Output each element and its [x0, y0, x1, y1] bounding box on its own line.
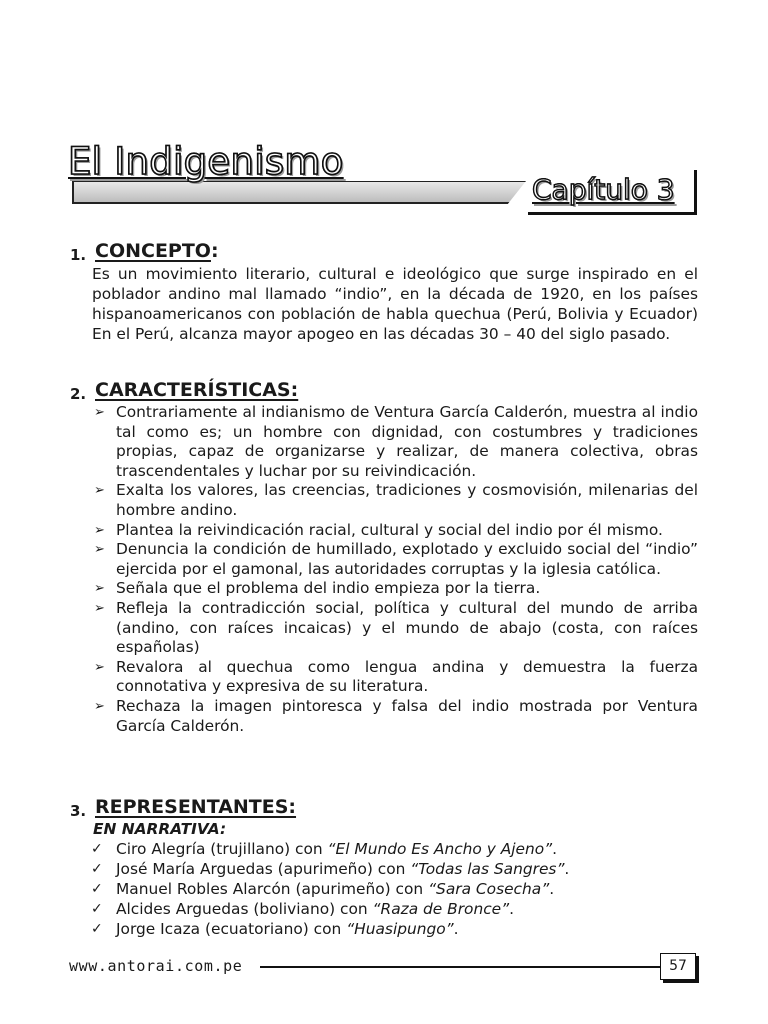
narrative-subheading: EN NARRATIVA:: [93, 820, 227, 838]
author-text: Ciro Alegría (trujillano) con: [116, 840, 328, 858]
author-text: José María Arguedas (apurimeño) con: [116, 860, 411, 878]
characteristic-text: Rechaza la imagen pintoresca y falsa del indio mostrada por Ventura García Calderón.: [116, 696, 698, 735]
work-title: “Sara Cosecha”: [428, 880, 550, 898]
characteristic-text: Refleja la contradicción social, política y cultural del mundo de arriba (andino, con raíces incaicas) y el mundo de abajo (costa, con raíces españolas): [116, 598, 698, 657]
characteristic-item: [70, 599, 698, 658]
work-title: “Raza de Bronce”: [372, 900, 510, 918]
section-number: 1.: [70, 246, 87, 264]
checkmark-icon: ✓: [91, 861, 103, 877]
arrow-bullet-icon: ➢: [94, 659, 105, 675]
section-title: REPRESENTANTES:: [95, 796, 297, 818]
characteristic-text: Contrariamente al indianismo de Ventura García Calderón, muestra al indio tal como es; un hombre con dignidad, con costumbres y tradiciones propias, capaz de organizarse y realizar, de manera colectiva, obras trascendentales y luchar por su reivindicación.: [116, 403, 698, 480]
checkmark-icon: ✓: [91, 901, 103, 917]
arrow-bullet-icon: ➢: [94, 698, 105, 714]
checkmark-icon: ✓: [91, 841, 103, 857]
representatives-list: [70, 839, 698, 939]
characteristic-text: Revalora al quechua como lengua andina y demuestra la fuerza connotativa y expresiva de su literatura.: [116, 657, 698, 696]
characteristic-text: Plantea la reivindicación racial, cultural y social del indio por él mismo.: [116, 520, 663, 539]
punctuation: .: [549, 880, 555, 898]
section-concepto: [70, 240, 698, 344]
work-title: “Todas las Sangres”: [410, 860, 565, 878]
page-number: 57: [660, 953, 696, 980]
representative-item: [70, 879, 698, 899]
section-number: 2.: [70, 385, 87, 403]
representative-item: [70, 919, 698, 939]
characteristic-item: [70, 697, 698, 736]
characteristics-list: [70, 403, 698, 736]
concept-paragraph: Es un movimiento literario, cultural e ideológico que surge inspirado en el poblador andino mal llamado “indio”, en la década de 1920, en los países hispanoamericanos con población de habla quechua (Perú, Bolivia y Ecuador) En el Perú, alcanza mayor apogeo en las décadas 30 – 40 del siglo pasado.: [92, 265, 698, 343]
arrow-bullet-icon: ➢: [94, 600, 105, 616]
characteristic-item: [70, 521, 698, 541]
section-heading: [70, 796, 698, 820]
chapter-label: Capítulo 3: [532, 173, 675, 206]
page-title: El Indigenismo: [68, 140, 344, 183]
arrow-bullet-icon: ➢: [94, 483, 105, 499]
footer-url: www.antorai.com.pe: [69, 957, 243, 975]
checkmark-icon: ✓: [91, 921, 103, 937]
characteristic-text: Señala que el problema del indio empieza por la tierra.: [116, 579, 541, 598]
characteristic-item: [70, 658, 698, 697]
characteristic-text: Exalta los valores, las creencias, tradiciones y cosmovisión, milenarias del hombre andino.: [116, 481, 698, 519]
work-title: “Huasipungo”: [346, 920, 454, 938]
punctuation: .: [509, 900, 515, 918]
representative-item: [70, 839, 698, 859]
author-text: Jorge Icaza (ecuatoriano) con: [116, 920, 347, 938]
representative-item: [70, 899, 698, 919]
section-title: CONCEPTO:: [95, 240, 219, 262]
punctuation: .: [552, 840, 558, 858]
title-bar-decoration: [72, 181, 526, 204]
arrow-bullet-icon: ➢: [94, 542, 105, 558]
characteristic-item: [70, 540, 698, 579]
section-title: CARACTERÍSTICAS:: [95, 379, 299, 401]
representative-item: [70, 859, 698, 879]
author-text: Alcides Arguedas (boliviano) con: [116, 900, 373, 918]
author-text: Manuel Robles Alarcón (apurimeño) con: [116, 880, 429, 898]
arrow-bullet-icon: ➢: [94, 581, 105, 597]
footer-rule: [260, 966, 660, 968]
section-number: 3.: [70, 802, 87, 820]
section-representantes: [70, 796, 698, 939]
section-heading: [70, 240, 698, 264]
punctuation: .: [453, 920, 459, 938]
characteristic-item: [70, 403, 698, 481]
section-caracteristicas: [70, 379, 698, 736]
arrow-bullet-icon: ➢: [94, 405, 105, 420]
work-title: “El Mundo Es Ancho y Ajeno”: [327, 840, 553, 858]
characteristic-item: [70, 481, 698, 520]
punctuation: .: [564, 860, 570, 878]
characteristic-text: Denuncia la condición de humillado, explotado y excluido social del “indio” ejercida por el gamonal, las autoridades corruptas y la iglesia católica.: [116, 540, 698, 578]
checkmark-icon: ✓: [91, 881, 103, 897]
section-heading: [70, 379, 698, 403]
characteristic-item: [70, 579, 698, 599]
arrow-bullet-icon: ➢: [94, 522, 105, 538]
